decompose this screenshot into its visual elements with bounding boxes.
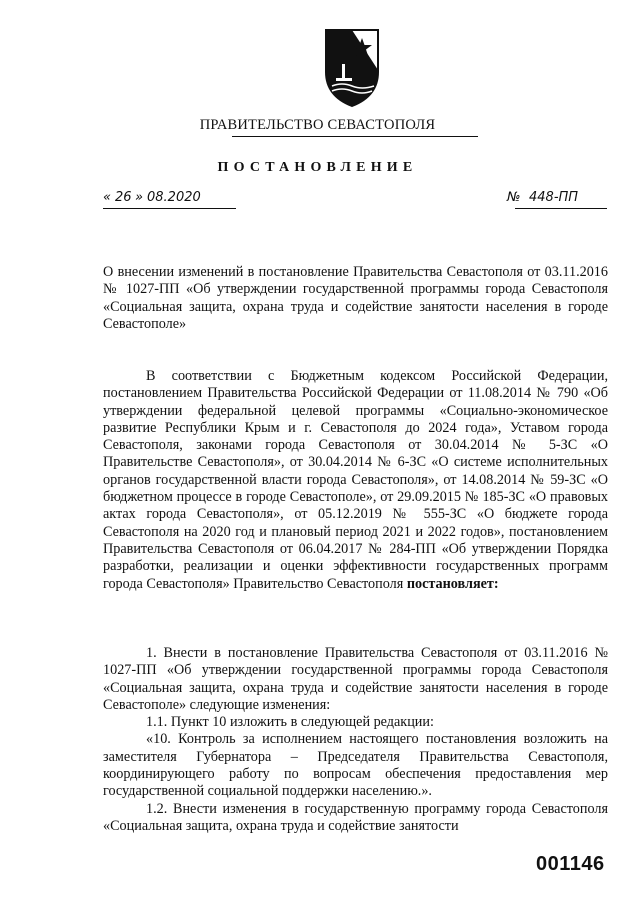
item-1-1: 1.1. Пункт 10 изложить в следующей редакции: (146, 714, 434, 731)
preamble-text: В соответствии с Бюджетным кодексом Российской Федерации, постановлением Правительства Российской Федерации от 11.08.2014 № 790 «Об утверждении федеральной целевой программы «Социально-экономическое развитие Республики Крым и г. Севастополя до 2024 года», Уставом города Севастополя, законами города Севастополя от 30.04.2014 № 5-ЗС «О Правительстве Севастополя», от 30.04.2014 № 6-ЗС «О системе исполнительных органов государственной власти города Севастополя», от 14.08.2014 № 59-ЗС «О бюджетном процессе в городе Севастополе», от 29.09.2015 № 185-ЗС «О правовых актах города Севастополя», от 05.12.2019 № 555-ЗС «О бюджете города Севастополя на 2020 год и плановый период 2021 и 2022 годов», постановлением Правительства Севастополя от 06.04.2017 № 284-ПП «Об утверждении Порядка разработки, реализации и оценки эффективности государственных программ города Севастополя» Правительство Севастополя (103, 368, 608, 592)
item-1: 1. Внести в постановление Правительства Севастополя от 03.11.2016 № 1027-ПП «Об утверждении государственной программы города Севастополя «Социальная защита, охрана труда и содействие занятости населения в городе Севастополе» следующие изменения: (103, 645, 608, 713)
date-month-year: 08.2020 (147, 190, 201, 205)
date-close-quote: » (135, 190, 144, 205)
document-type-heading: ПОСТАНОВЛЕНИЕ (217, 160, 418, 175)
title-underline (232, 136, 478, 137)
coat-of-arms-emblem (318, 24, 386, 108)
item-1-2: 1.2. Внести изменения в государственную программу города Севастополя «Социальная защита, охрана труда и содействие занятости (103, 800, 608, 834)
document-body (103, 645, 608, 835)
document-number (507, 190, 607, 209)
preamble (103, 368, 608, 593)
government-title: ПРАВИТЕЛЬСТВО СЕВАСТОПОЛЯ (0, 117, 635, 134)
date-day: 26 (115, 190, 132, 205)
document-date (103, 190, 236, 209)
document-subject: О внесении изменений в постановление Правительства Севастополя от 03.11.2016 № 1027-ПП «Об утверждении государственной программы города Севастополя «Социальная защита, охрана труда и содействие занятости населения в городе Севастополе» (103, 264, 608, 332)
serial-number: 001146 (536, 853, 605, 875)
number-value: 448-ПП (529, 190, 579, 205)
date-open-quote: « (103, 190, 112, 205)
item-1-1-quote: «10. Контроль за исполнением настоящего постановления возложить на заместителя Губернатора – Председателя Правительства Севастополя, координирующего работу по вопросам обеспечения предоставления мер государственной социальной поддержки населению.». (103, 731, 608, 800)
number-sign: № (507, 190, 521, 205)
preamble-verb: постановляет: (406, 575, 499, 592)
